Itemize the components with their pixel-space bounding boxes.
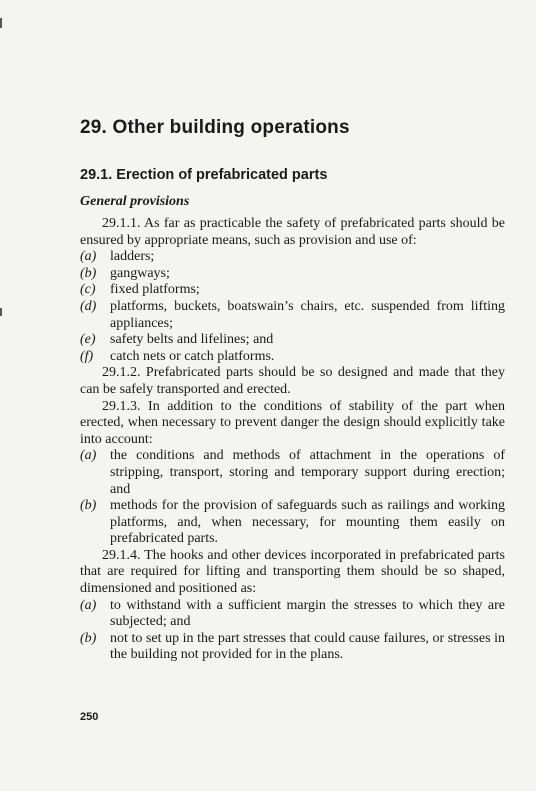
item-text: ladders; — [110, 249, 155, 265]
list-item — [80, 631, 505, 664]
item-marker: (b) — [80, 265, 97, 281]
list-item — [80, 448, 505, 498]
item-marker: (f) — [80, 348, 94, 364]
item-text: safety belts and lifelines; and — [110, 332, 274, 348]
body-text — [80, 216, 505, 664]
item-marker: (d) — [80, 298, 97, 314]
subsection-title: General provisions — [80, 194, 190, 209]
paragraph-29-1-2: 29.1.2. Prefabricated parts should be so designed and made that they can be safely transported and erected. — [80, 365, 505, 397]
scan-edge-mark — [0, 308, 2, 316]
item-text: gangways; — [110, 265, 170, 281]
item-text: platforms, buckets, boatswain’s chairs, etc. suspended from lifting appliances; — [110, 298, 505, 331]
item-text: not to set up in the part stresses that could cause failures, or stresses in the building not provided for in the plans. — [110, 630, 505, 663]
list-item — [80, 498, 505, 548]
list-item — [80, 299, 505, 332]
list-item — [80, 249, 505, 266]
item-marker: (a) — [80, 249, 97, 265]
item-marker: (a) — [80, 597, 97, 613]
list-item — [80, 598, 505, 631]
scan-edge-mark — [0, 18, 2, 28]
item-text: methods for the provision of safeguards such as railings and working platforms, and, when necessary, for mounting them easily on prefabricated parts. — [110, 498, 505, 547]
item-text: fixed platforms; — [110, 282, 200, 298]
item-marker: (a) — [80, 448, 97, 464]
item-marker: (e) — [80, 332, 96, 348]
paragraph-29-1-4: 29.1.4. The hooks and other devices incorporated in prefabricated parts that are required for lifting and transporting them should be so shaped, dimensioned and positioned as: — [80, 547, 505, 597]
item-text: catch nets or catch platforms. — [110, 348, 275, 364]
item-marker: (b) — [80, 630, 97, 646]
item-text: the conditions and methods of attachment in the operations of stripping, transport, storing and temporary support during erection; and — [110, 448, 505, 497]
chapter-title: 29. Other building operations — [80, 117, 350, 138]
list-item — [80, 349, 505, 366]
list-item — [80, 282, 505, 299]
paragraph-29-1-3: 29.1.3. In addition to the conditions of stability of the part when erected, when necessary to prevent danger the design should explicitly take into account: — [80, 398, 505, 447]
paragraph-29-1-1: 29.1.1. As far as practicable the safety of prefabricated parts should be ensured by appropriate means, such as provision and use of: — [80, 216, 505, 248]
page-number: 250 — [80, 711, 99, 723]
item-marker: (c) — [80, 282, 96, 298]
list-item — [80, 266, 505, 283]
item-text: to withstand with a sufficient margin the stresses to which they are subjected; and — [110, 597, 505, 630]
item-marker: (b) — [80, 498, 97, 514]
list-item — [80, 332, 505, 349]
section-title: 29.1. Erection of prefabricated parts — [80, 167, 328, 183]
